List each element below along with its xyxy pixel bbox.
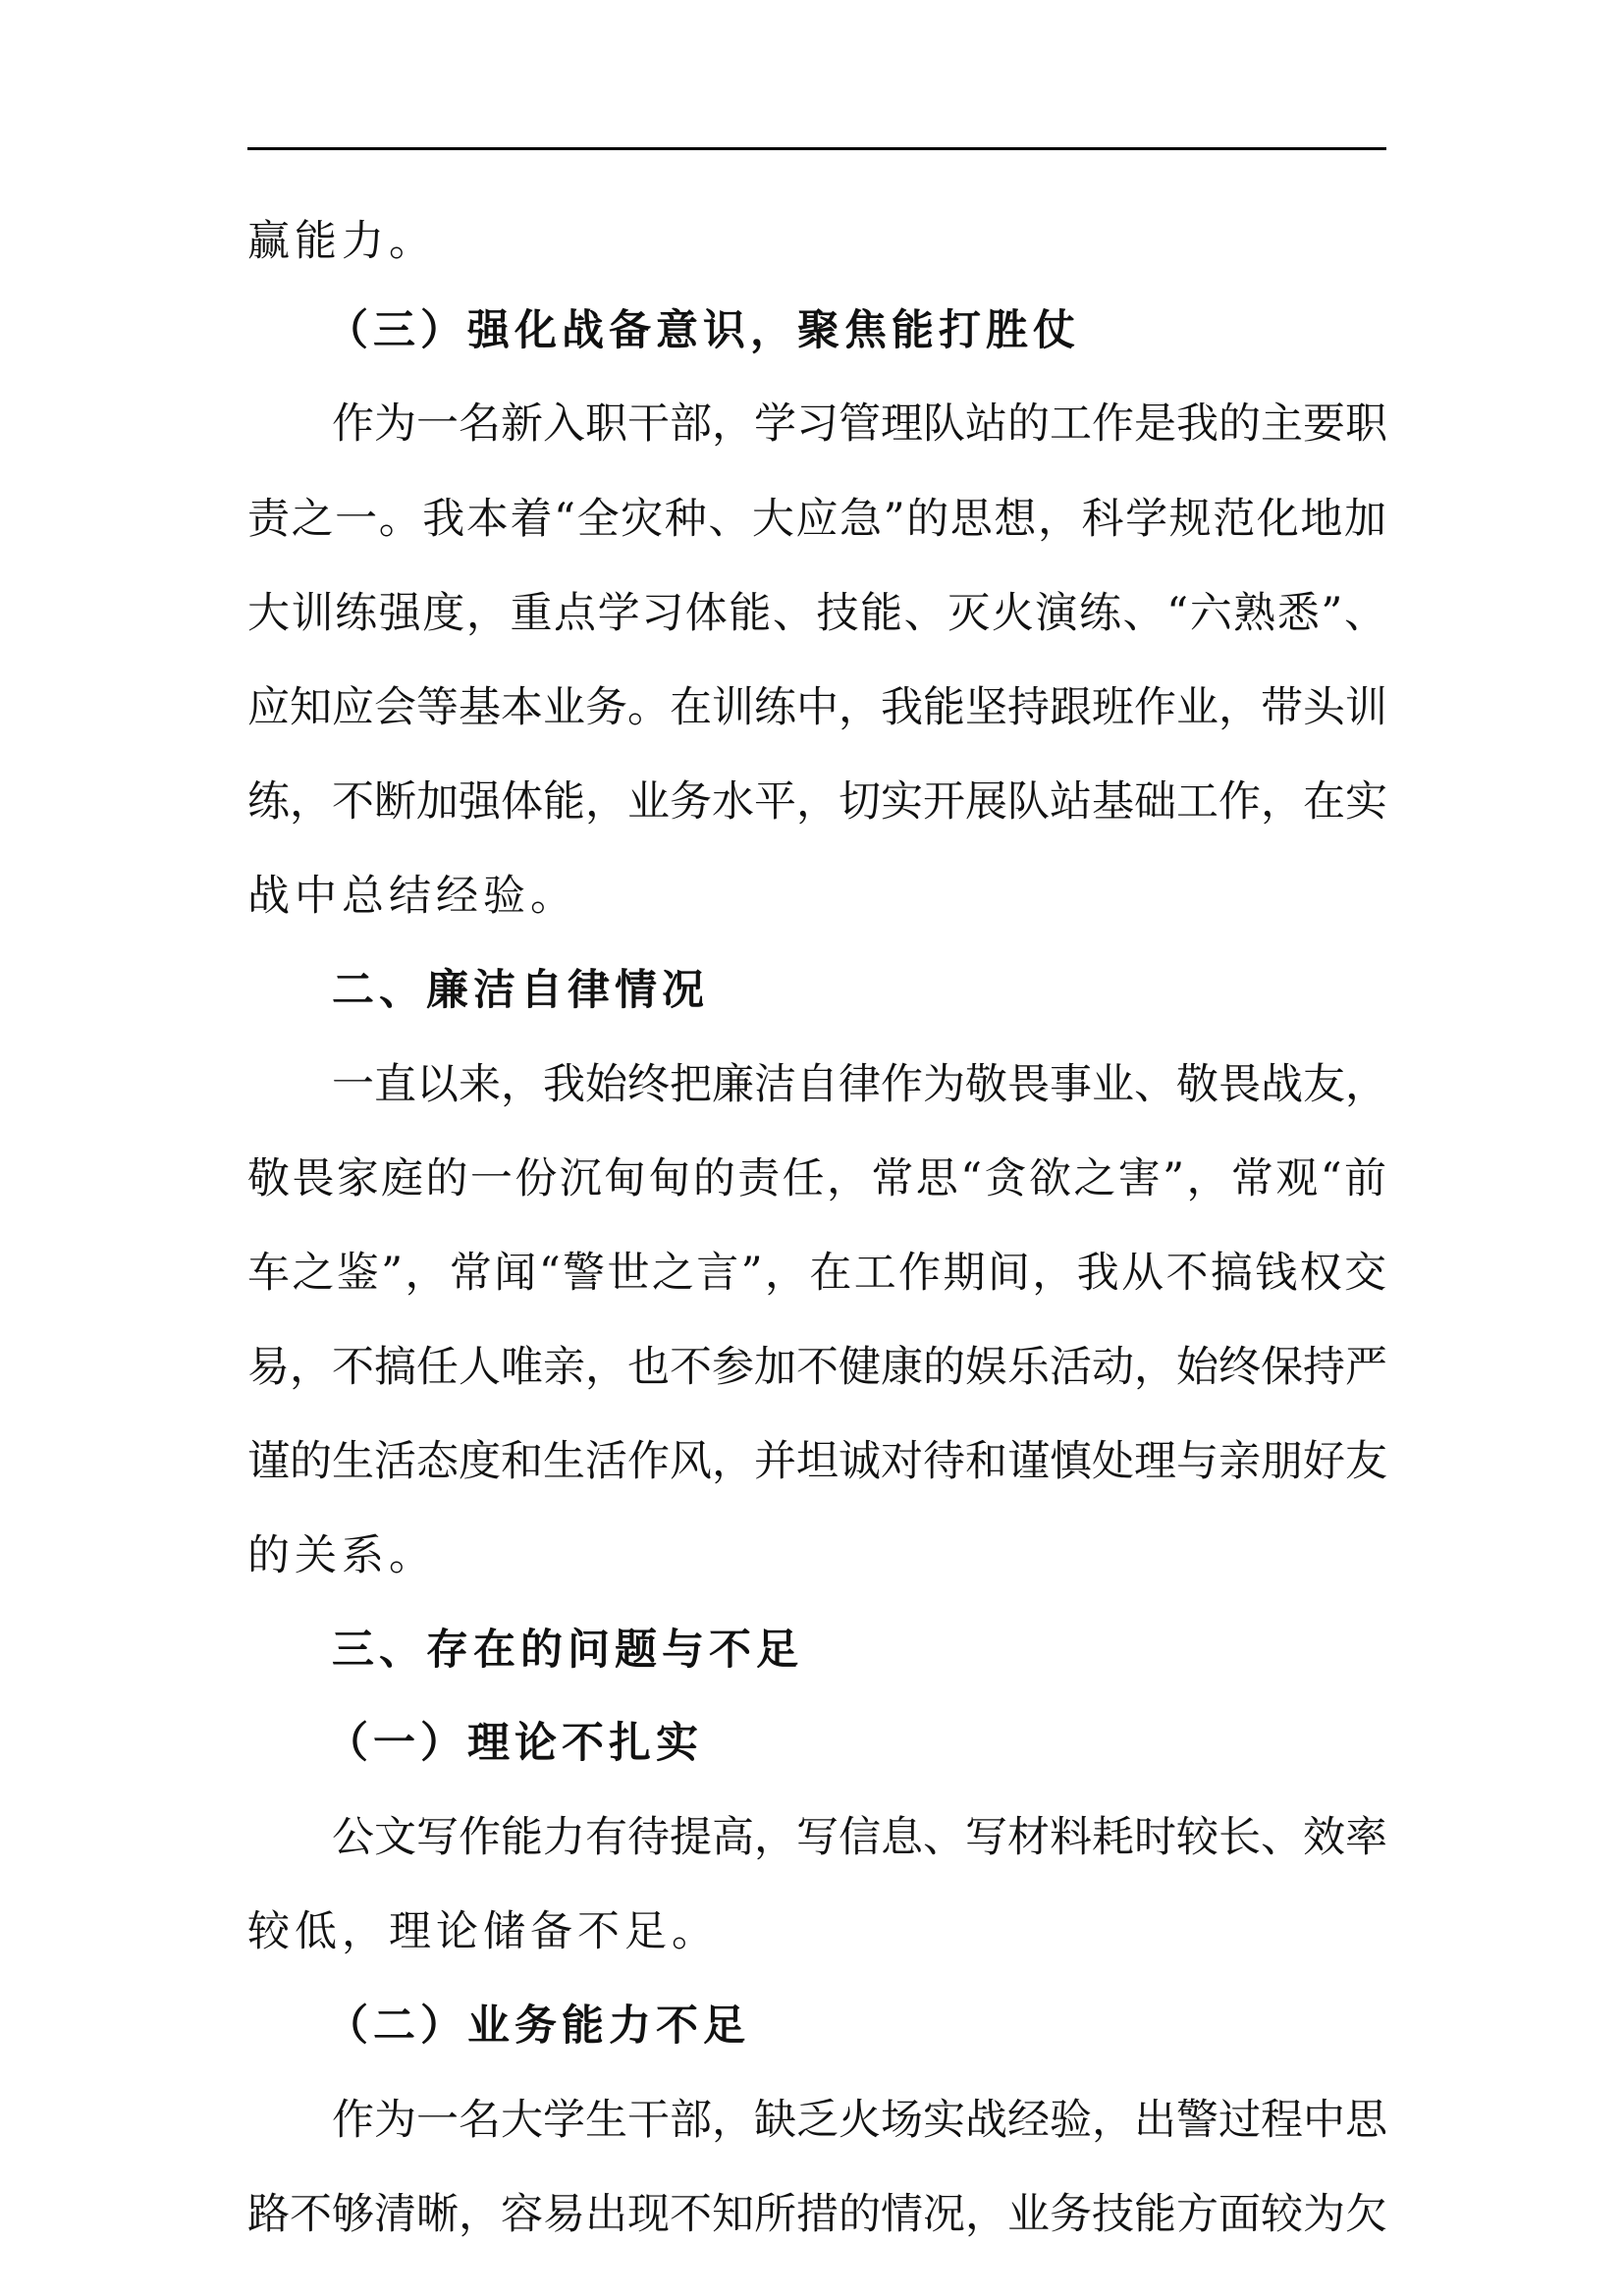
paragraph-line: 路不够清晰，容易出现不知所措的情况，业务技能方面较为欠 bbox=[247, 2190, 1387, 2239]
header-rule bbox=[247, 147, 1386, 150]
paragraph-line: 谨的生活态度和生活作风，并坦诚对待和谨慎处理与亲朋好友 bbox=[247, 1437, 1387, 1486]
paragraph-line: 敬畏家庭的一份沉甸甸的责任，常思“贪欲之害”，常观“前 bbox=[247, 1154, 1386, 1203]
subsection-heading-1: （一）理论不扎实 bbox=[326, 1719, 703, 1768]
paragraph-line: 较低，理论储备不足。 bbox=[247, 1907, 719, 1956]
paragraph-line: 责之一。我本着“全灾种、大应急”的思想，科学规范化地加 bbox=[247, 495, 1386, 544]
paragraph-line: 公文写作能力有待提高，写信息、写材料耗时较长、效率 bbox=[332, 1813, 1387, 1862]
paragraph-line: 作为一名新入职干部，学习管理队站的工作是我的主要职 bbox=[332, 400, 1387, 449]
section-heading-3: 三、存在的问题与不足 bbox=[332, 1626, 803, 1675]
paragraph-line: 的关系。 bbox=[247, 1531, 436, 1580]
paragraph-line: 作为一名大学生干部，缺乏火场实战经验，出警过程中思 bbox=[332, 2096, 1387, 2145]
subsection-heading-3: （三）强化战备意识，聚焦能打胜仗 bbox=[326, 306, 1080, 355]
paragraph-line: 战中总结经验。 bbox=[247, 872, 577, 921]
text-line: 赢能力。 bbox=[247, 217, 436, 266]
paragraph-line: 一直以来，我始终把廉洁自律作为敬畏事业、敬畏战友， bbox=[332, 1060, 1387, 1109]
section-heading-2: 二、廉洁自律情况 bbox=[332, 966, 709, 1015]
paragraph-line: 易，不搞任人唯亲，也不参加不健康的娱乐活动，始终保持严 bbox=[247, 1343, 1387, 1392]
paragraph-line: 大训练强度，重点学习体能、技能、灭火演练、“六熟悉”、 bbox=[247, 589, 1386, 638]
paragraph-line: 车之鉴”，常闻“警世之言”，在工作期间，我从不搞钱权交 bbox=[247, 1249, 1386, 1298]
paragraph-line: 应知应会等基本业务。在训练中，我能坚持跟班作业，带头训 bbox=[247, 683, 1387, 732]
subsection-heading-2: （二）业务能力不足 bbox=[326, 2002, 750, 2051]
paragraph-line: 练，不断加强体能，业务水平，切实开展队站基础工作，在实 bbox=[247, 777, 1387, 827]
